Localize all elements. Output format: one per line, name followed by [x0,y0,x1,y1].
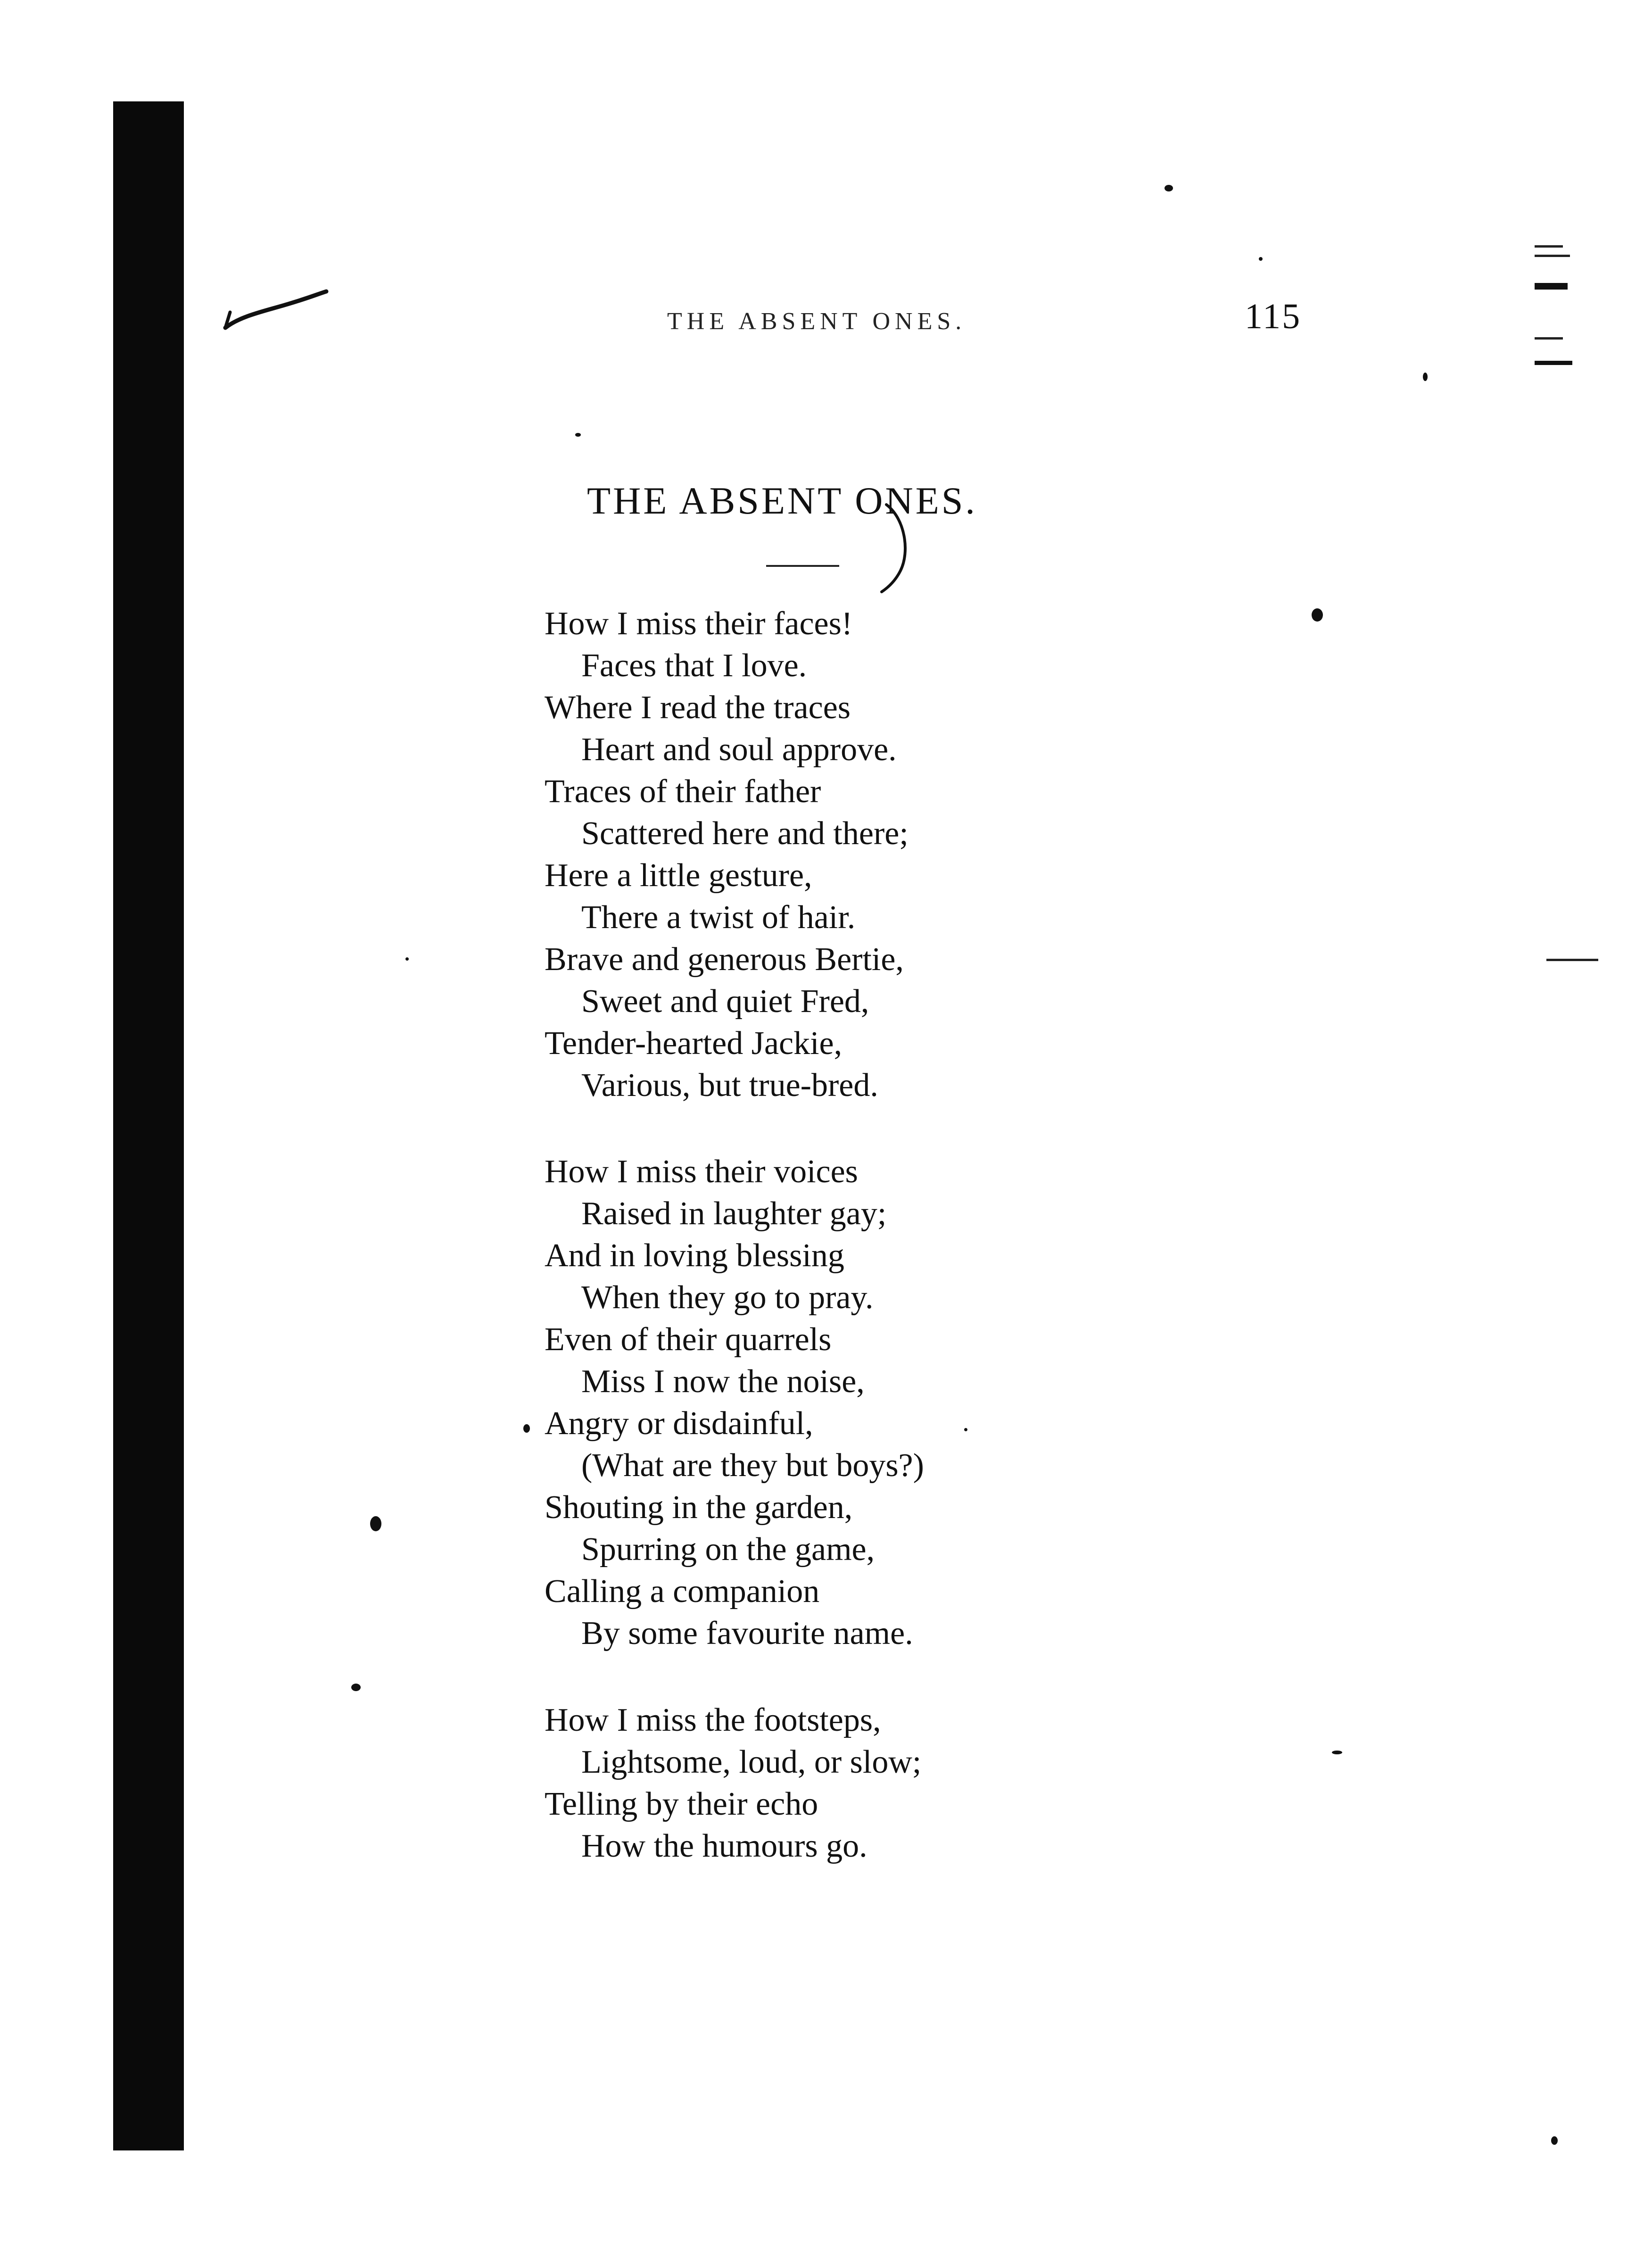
scan-speck [1423,373,1428,381]
margin-dash [1546,959,1598,961]
verse-line: Tender-hearted Jackie, [545,1025,843,1062]
verse-line: Telling by their echo [545,1786,818,1822]
scan-speck [575,433,581,437]
verse-line: Raised in laughter gay; [581,1195,887,1232]
verse-line: Angry or disdainful, [545,1405,813,1442]
verse-line: How I miss the footsteps, [545,1702,881,1738]
scan-speck [351,1684,361,1691]
poem-title: THE ABSENT ONES. [587,479,977,522]
verse-line: There a twist of hair. [581,899,856,936]
verse-line: Where I read the traces [545,689,851,726]
title-rule [766,565,839,567]
verse-line: Shouting in the garden, [545,1489,853,1526]
verse-line: How I miss their faces! [545,606,853,642]
verse-line: Here a little gesture, [545,857,812,894]
scan-speck [370,1516,381,1531]
stanza-1 [545,603,909,1106]
verse-line: Brave and generous Bertie, [545,941,904,978]
verse-line: By some favourite name. [581,1615,913,1652]
verse-line: Traces of their father [545,773,821,810]
pencil-mark-icon [877,500,919,594]
verse-line: Faces that I love. [581,647,807,684]
scan-speck [1312,608,1323,622]
stanza-3 [545,1699,921,1867]
page-number: 115 [1245,297,1302,336]
scan-speck [1259,257,1263,261]
verse-line: Calling a companion [545,1573,820,1610]
verse-line: When they go to pray. [581,1279,874,1316]
verse-line: Sweet and quiet Fred, [581,983,869,1020]
margin-marks-icon [1535,245,1586,387]
pen-mark-icon [222,278,330,335]
binding-edge-shadow [113,101,184,2150]
verse-line: Heart and soul approve. [581,731,897,768]
scan-speck [405,957,409,961]
verse-line: Lightsome, loud, or slow; [581,1744,922,1780]
verse-line: (What are they but boys?) [581,1447,924,1484]
verse-line: Various, but true-bred. [581,1067,878,1104]
verse-line: Even of their quarrels [545,1321,832,1358]
scan-speck [1551,2136,1558,2145]
scan-speck [1165,185,1173,191]
verse-line: Spurring on the game, [581,1531,875,1568]
scan-speck [964,1428,967,1431]
verse-line: How the humours go. [581,1828,867,1864]
scan-speck [1332,1751,1342,1754]
scan-speck [523,1424,530,1433]
verse-line: And in loving blessing [545,1237,844,1274]
verse-line: How I miss their voices [545,1154,858,1190]
stanza-2 [545,1151,924,1654]
verse-line: Miss I now the noise, [581,1363,865,1400]
verse-line: Scattered here and there; [581,815,909,852]
running-head: THE ABSENT ONES. [667,308,966,335]
